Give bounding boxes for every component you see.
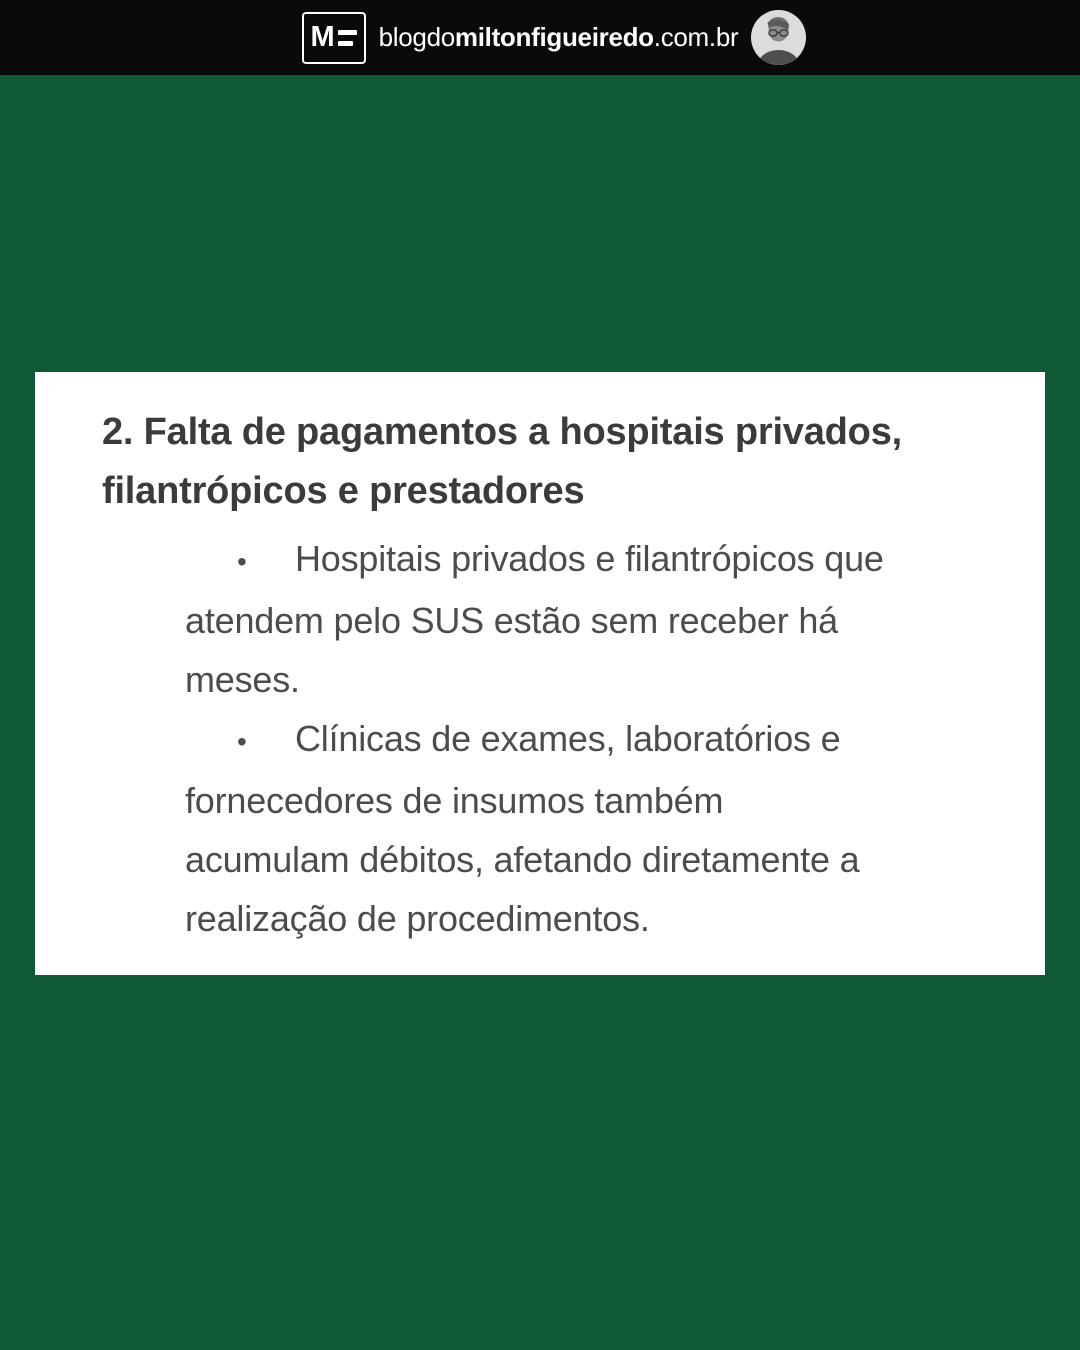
header-bar — [0, 0, 1080, 75]
bullet-1-line-3: meses. — [185, 659, 300, 700]
bullet-2-line-1 — [35, 709, 1045, 771]
bullet-1-line-1 — [35, 529, 1045, 591]
site-url-name: miltonfigueiredo — [454, 22, 654, 52]
bullet-dot: • — [237, 546, 247, 577]
mf-logo — [302, 12, 366, 64]
bullet-2-line-4: realização de procedimentos. — [185, 898, 650, 939]
bullet-2-line-2: fornecedores de insumos também — [185, 780, 724, 821]
green-background — [0, 75, 1080, 1350]
mf-logo-letter-f-icon — [338, 30, 357, 46]
card-body — [35, 529, 1045, 948]
site-url-suffix: .com.br — [653, 22, 739, 52]
card-heading — [35, 403, 1045, 521]
site-url — [379, 22, 739, 53]
heading-line-1: 2. Falta de pagamentos a hospitais privados, — [102, 411, 902, 453]
bullet-2-text: Clínicas de exames, laboratórios e — [295, 718, 841, 759]
content-card — [35, 372, 1045, 975]
mf-logo-letter-m: M — [310, 21, 335, 53]
bullet-2-line-3: acumulam débitos, afetando diretamente a — [185, 839, 860, 880]
bullet-dot: • — [237, 726, 247, 757]
bullet-1-line-2: atendem pelo SUS estão sem receber há — [185, 600, 838, 641]
person-icon — [751, 10, 806, 65]
avatar — [751, 10, 806, 65]
site-url-prefix: blogdo — [378, 22, 455, 52]
bullet-1-text: Hospitais privados e filantrópicos que — [295, 538, 884, 579]
brand-group — [302, 10, 807, 65]
heading-line-2: filantrópicos e prestadores — [102, 470, 585, 512]
